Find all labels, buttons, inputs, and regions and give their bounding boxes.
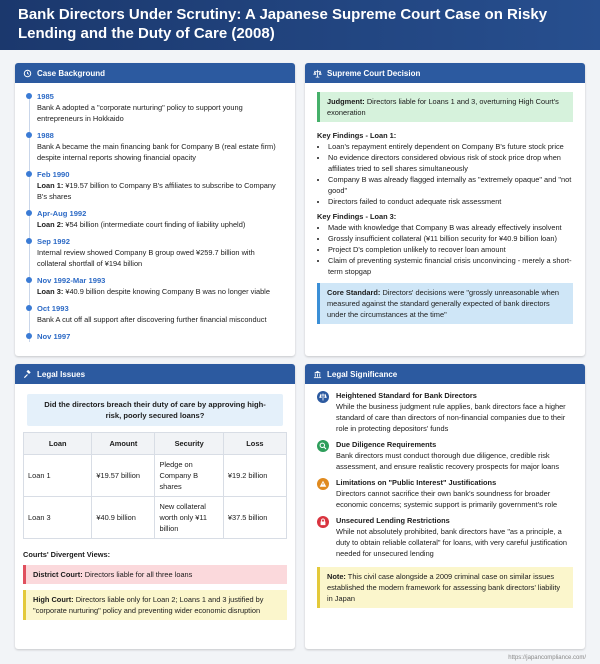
- legal-significance-card: [305, 364, 585, 649]
- core-standard-box: [317, 283, 573, 324]
- finding-item: • No evidence directors considered obvious risk of stock price drop when affiliates tried to sell shares simultaneously: [328, 152, 573, 174]
- loan1-findings-title: Key Findings - Loan 1:: [317, 131, 397, 140]
- views-title: Courts' Divergent Views:: [23, 550, 111, 559]
- decision-header: [305, 63, 585, 83]
- event-date: 1988: [37, 131, 54, 140]
- decision-card: [305, 63, 585, 356]
- table-cell: Pledge on Company B shares: [155, 455, 223, 497]
- legal-issues-title: Legal Issues: [37, 369, 86, 379]
- significance-item: [317, 390, 573, 434]
- note-box: [317, 567, 573, 608]
- timeline-event: [37, 130, 283, 163]
- significance-list: [317, 390, 573, 559]
- source-url[interactable]: https://japancompliance.com/: [508, 655, 586, 661]
- finding-item: • Project D's completion unlikely to recover loan amount: [328, 244, 573, 255]
- event-text: [37, 247, 283, 269]
- event-date: Feb 1990: [37, 170, 70, 179]
- note-text: This civil case alongside a 2009 criminal case on similar issues established the modern framework for assessing bank directors' liability in Japan: [327, 572, 561, 603]
- event-date: Oct 1993: [37, 304, 69, 313]
- timeline-event: [37, 275, 283, 297]
- significance-title: Limitations on "Public Interest" Justifications: [336, 478, 497, 487]
- timeline-event: [37, 331, 283, 342]
- balance-scale-icon: [313, 69, 322, 78]
- search-icon: [317, 440, 329, 452]
- significance-title: Heightened Standard for Bank Directors: [336, 391, 477, 400]
- table-cell: New collateral worth only ¥11 billion: [155, 497, 223, 539]
- page-title: Bank Directors Under Scrutiny: A Japanese Supreme Court Case on Risky Lending and the Duty of Care (2008): [18, 6, 548, 42]
- lock-icon: [317, 516, 329, 528]
- timeline-event: [37, 169, 283, 202]
- event-description: Bank A became the main financing bank for Company B (real estate firm) despite internal reports showing financial opacity: [37, 142, 276, 162]
- event-text: [37, 180, 283, 202]
- loan1-findings-list: [317, 141, 573, 207]
- significance-title: Unsecured Lending Restrictions: [336, 516, 450, 525]
- timeline-dot: [26, 210, 32, 216]
- table-cell: Loan 3: [24, 497, 92, 539]
- loan3-findings-title: Key Findings - Loan 3:: [317, 212, 397, 221]
- significance-title: Due Diligence Requirements: [336, 440, 437, 449]
- table-cell: ¥37.5 billion: [223, 497, 286, 539]
- table-row: [24, 497, 287, 539]
- event-lead: Loan 1:: [37, 181, 64, 190]
- legal-issues-header: [15, 364, 295, 384]
- district-court-box: [23, 565, 287, 584]
- timeline-event: [37, 91, 283, 124]
- event-date: Sep 1992: [37, 237, 70, 246]
- judgment-text: Directors liable for Loans 1 and 3, overturning High Court's exoneration: [327, 97, 559, 117]
- finding-item: • Loan's repayment entirely dependent on Company B's future stock price: [328, 141, 573, 152]
- event-lead: Loan 2:: [37, 220, 64, 229]
- event-text: [37, 219, 283, 230]
- finding-item: • Made with knowledge that Company B was already effectively insolvent: [328, 222, 573, 233]
- significance-text: While not absolutely prohibited, bank directors have "as a principle, a duty to obtain reliable collateral" for loans, with very careful justification needed for unsecured lending: [336, 527, 568, 558]
- case-background-header: [15, 63, 295, 83]
- event-text: [37, 141, 283, 163]
- note-label: Note:: [327, 572, 346, 581]
- timeline-dot: [26, 238, 32, 244]
- table-cell: ¥40.9 billion: [92, 497, 155, 539]
- history-icon: [23, 69, 32, 78]
- table-cell: ¥19.2 billion: [223, 455, 286, 497]
- legal-significance-header: [305, 364, 585, 384]
- judgment-label: Judgment:: [327, 97, 365, 106]
- event-description: Internal review showed Company B group owed ¥259.7 billion with collateral shortfall of ¥194 billion: [37, 248, 255, 268]
- event-description: Bank A adopted a "corporate nurturing" policy to support young entrepreneurs in Hokkaido: [37, 103, 243, 123]
- significance-item: [317, 477, 573, 510]
- timeline-event: [37, 208, 283, 230]
- event-description: ¥19.57 billion to Company B's affiliates to subscribe to Company B's shares: [37, 181, 276, 201]
- district-court-text: Directors liable for all three loans: [82, 570, 193, 579]
- gavel-icon: [23, 370, 32, 379]
- timeline-dot: [26, 171, 32, 177]
- timeline-dot: [26, 132, 32, 138]
- timeline-dot: [26, 93, 32, 99]
- significance-text: Bank directors must conduct thorough due diligence, credible risk assessment, and ensure realistic recovery prospects for major loans: [336, 451, 560, 471]
- loan-table: [23, 432, 287, 539]
- event-date: Nov 1992-Mar 1993: [37, 276, 106, 285]
- column-header: Amount: [92, 433, 155, 455]
- key-question: Did the directors breach their duty of care by approving high-risk, poorly secured loans?: [27, 394, 283, 426]
- warning-icon: [317, 478, 329, 490]
- table-cell: Loan 1: [24, 455, 92, 497]
- event-text: [37, 102, 283, 124]
- core-standard-label: Core Standard:: [327, 288, 381, 297]
- district-court-label: District Court:: [33, 570, 83, 579]
- finding-item: • Claim of preventing systemic financial crisis unconvincing - merely a short-term stopgap: [328, 255, 573, 277]
- column-header: Loss: [223, 433, 286, 455]
- significance-text: Directors cannot sacrifice their own bank's soundness for broader economic concerns; systemic support is primarily government's role: [336, 489, 558, 509]
- page-header: [0, 0, 600, 50]
- institution-icon: [313, 370, 322, 379]
- event-date: Apr-Aug 1992: [37, 209, 87, 218]
- loan3-findings-list: [317, 222, 573, 277]
- table-cell: ¥19.57 billion: [92, 455, 155, 497]
- event-date: 1985: [37, 92, 54, 101]
- timeline-dot: [26, 277, 32, 283]
- timeline-event: [37, 236, 283, 269]
- finding-item: • Directors failed to conduct adequate risk assessment: [328, 196, 573, 207]
- significance-text: While the business judgment rule applies, bank directors face a higher standard of care than directors of non-financial companies due to their role in protecting depositors' funds: [336, 402, 566, 433]
- legal-issues-card: [15, 364, 295, 649]
- case-background-title: Case Background: [37, 68, 106, 78]
- event-description: ¥40.9 billion despite knowing Company B was no longer viable: [63, 287, 270, 296]
- case-background-card: [15, 63, 295, 356]
- event-text: [37, 314, 283, 325]
- high-court-label: High Court:: [33, 595, 74, 604]
- significance-item: [317, 439, 573, 472]
- timeline-dot: [26, 305, 32, 311]
- loan-table-header: [24, 433, 287, 455]
- core-standard-text: Directors' decisions were "grossly unreasonable when measured against the standard generally expected of bank directors under the circumstances at the time": [327, 288, 560, 319]
- high-court-text: Directors liable only for Loan 2; Loans 1 and 3 justified by "corporate nurturing" policy and preventing wider economic disruption: [33, 595, 264, 615]
- legal-significance-title: Legal Significance: [327, 369, 398, 379]
- event-lead: Loan 3:: [37, 287, 64, 296]
- table-row: [24, 455, 287, 497]
- event-text: [37, 286, 283, 297]
- significance-item: [317, 515, 573, 559]
- event-description: Bank A cut off all support after discovering further financial misconduct: [37, 315, 267, 324]
- column-header: Loan: [24, 433, 92, 455]
- scale-icon: [317, 391, 329, 403]
- timeline: [27, 91, 283, 342]
- decision-title: Supreme Court Decision: [327, 68, 421, 78]
- finding-item: • Company B was already flagged internally as "extremely opaque" and "not good": [328, 174, 573, 196]
- high-court-box: [23, 590, 287, 620]
- column-header: Security: [155, 433, 223, 455]
- event-description: ¥54 billion (intermediate court finding of liability upheld): [63, 220, 246, 229]
- finding-item: • Grossly insufficient collateral (¥11 billion security for ¥40.9 billion loan): [328, 233, 573, 244]
- timeline-event: [37, 303, 283, 325]
- timeline-dot: [26, 333, 32, 339]
- event-date: Nov 1997: [37, 332, 71, 341]
- judgment-box: [317, 92, 573, 122]
